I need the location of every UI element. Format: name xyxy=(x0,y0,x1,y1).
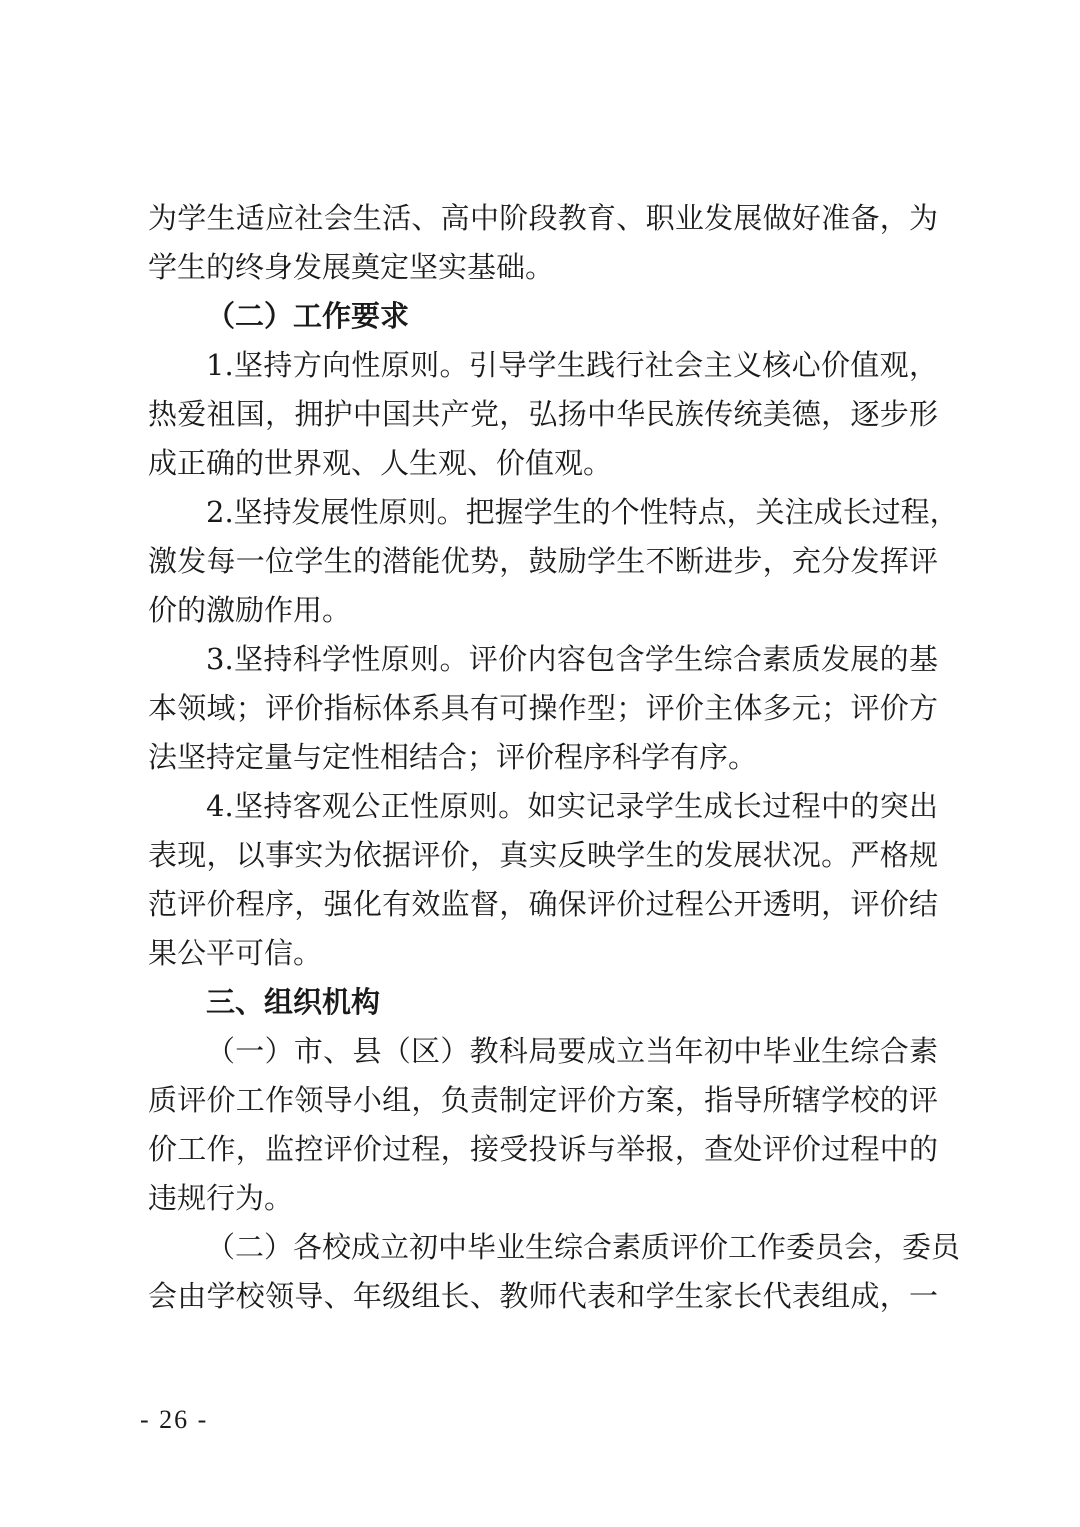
text-line: 价的激励作用。 xyxy=(148,593,352,627)
section-subheading: （二）工作要求 xyxy=(206,299,410,333)
text-line: 热爱祖国，拥护中国共产党，弘扬中华民族传统美德，逐步形 xyxy=(148,397,938,431)
text-line: 激发每一位学生的潜能优势，鼓励学生不断进步，充分发挥评 xyxy=(148,544,938,578)
text-line: 2.坚持发展性原则。把握学生的个性特点，关注成长过程， xyxy=(206,495,959,529)
text-line: 果公平可信。 xyxy=(148,936,323,970)
text-line: 为学生适应社会生活、高中阶段教育、职业发展做好准备，为 xyxy=(148,201,938,235)
text-line: 4.坚持客观公正性原则。如实记录学生成长过程中的突出 xyxy=(206,789,938,823)
page-number: - 26 - xyxy=(140,1405,209,1434)
text-line: 法坚持定量与定性相结合；评价程序科学有序。 xyxy=(148,740,758,774)
text-line: （一）市、县（区）教科局要成立当年初中毕业生综合素 xyxy=(206,1034,938,1068)
section-heading: 三、组织机构 xyxy=(206,985,381,1019)
text-line: 成正确的世界观、人生观、价值观。 xyxy=(148,446,613,480)
text-line: 学生的终身发展奠定坚实基础。 xyxy=(148,250,555,284)
text-line: 本领域；评价指标体系具有可操作型；评价主体多元；评价方 xyxy=(148,691,938,725)
text-line: 3.坚持科学性原则。评价内容包含学生综合素质发展的基 xyxy=(206,642,938,676)
text-line: 会由学校领导、年级组长、教师代表和学生家长代表组成，一 xyxy=(148,1279,938,1313)
text-line: 价工作，监控评价过程，接受投诉与举报，查处评价过程中的 xyxy=(148,1132,938,1166)
text-line: 1.坚持方向性原则。引导学生践行社会主义核心价值观， xyxy=(206,348,938,382)
text-line: 范评价程序，强化有效监督，确保评价过程公开透明，评价结 xyxy=(148,887,938,921)
text-line: 质评价工作领导小组，负责制定评价方案，指导所辖学校的评 xyxy=(148,1083,938,1117)
text-line: 违规行为。 xyxy=(148,1181,294,1215)
text-line: （二）各校成立初中毕业生综合素质评价工作委员会，委员 xyxy=(206,1230,961,1264)
text-line: 表现，以事实为依据评价，真实反映学生的发展状况。严格规 xyxy=(148,838,938,872)
